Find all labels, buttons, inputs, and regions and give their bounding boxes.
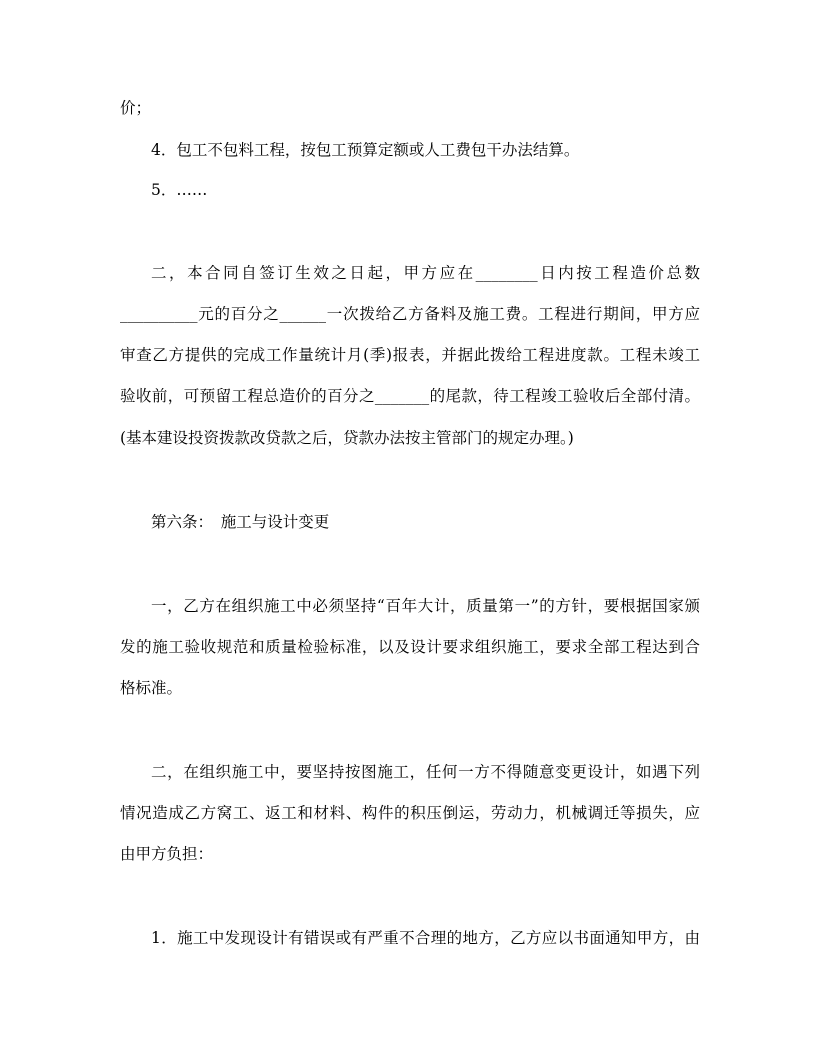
paragraph-line: 情况造成乙方窝工、返工和材料、构件的积压倒运，劳动力，机械调迁等损失，应 [120,804,700,822]
article-heading: 第六条： 施工与设计变更 [151,513,330,531]
list-item: 5．…… [151,181,208,199]
paragraph-line: 发的施工验收规范和质量检验标准，以及设计要求组织施工，要求全部工程达到合 [120,638,700,656]
paragraph-line: 验收前，可预留工程总造价的百分之_______的尾款，待工程竣工验收后全部付清。 [120,387,700,405]
list-item: 4．包工不包料工程，按包工预算定额或人工费包干办法结算。 [151,141,580,159]
paragraph-line: (基本建设投资拨款改贷款之后，贷款办法按主管部门的规定办理。) [120,429,574,447]
paragraph-line: 二，本合同自签订生效之日起，甲方应在________日内按工程造价总数 [151,264,700,282]
paragraph-line: 二，在组织施工中，要坚持按图施工，任何一方不得随意变更设计，如遇下列 [151,763,700,781]
text-line: 价； [120,99,152,117]
paragraph-line: 审查乙方提供的完成工作量统计月(季)报表，并据此拨给工程进度款。工程未竣工 [120,346,700,364]
paragraph-line: 由甲方负担： [120,845,214,863]
paragraph-line: 一，乙方在组织施工中必须坚持“百年大计，质量第一”的方针，要根据国家颁 [151,597,700,615]
paragraph-line: 格标准。 [120,679,183,697]
list-item: 1．施工中发现设计有错误或有严重不合理的地方，乙方应以书面通知甲方，由 [151,929,700,947]
paragraph-line: __________元的百分之______一次拨给乙方备料及施工费。工程进行期间，甲方应 [120,305,700,323]
